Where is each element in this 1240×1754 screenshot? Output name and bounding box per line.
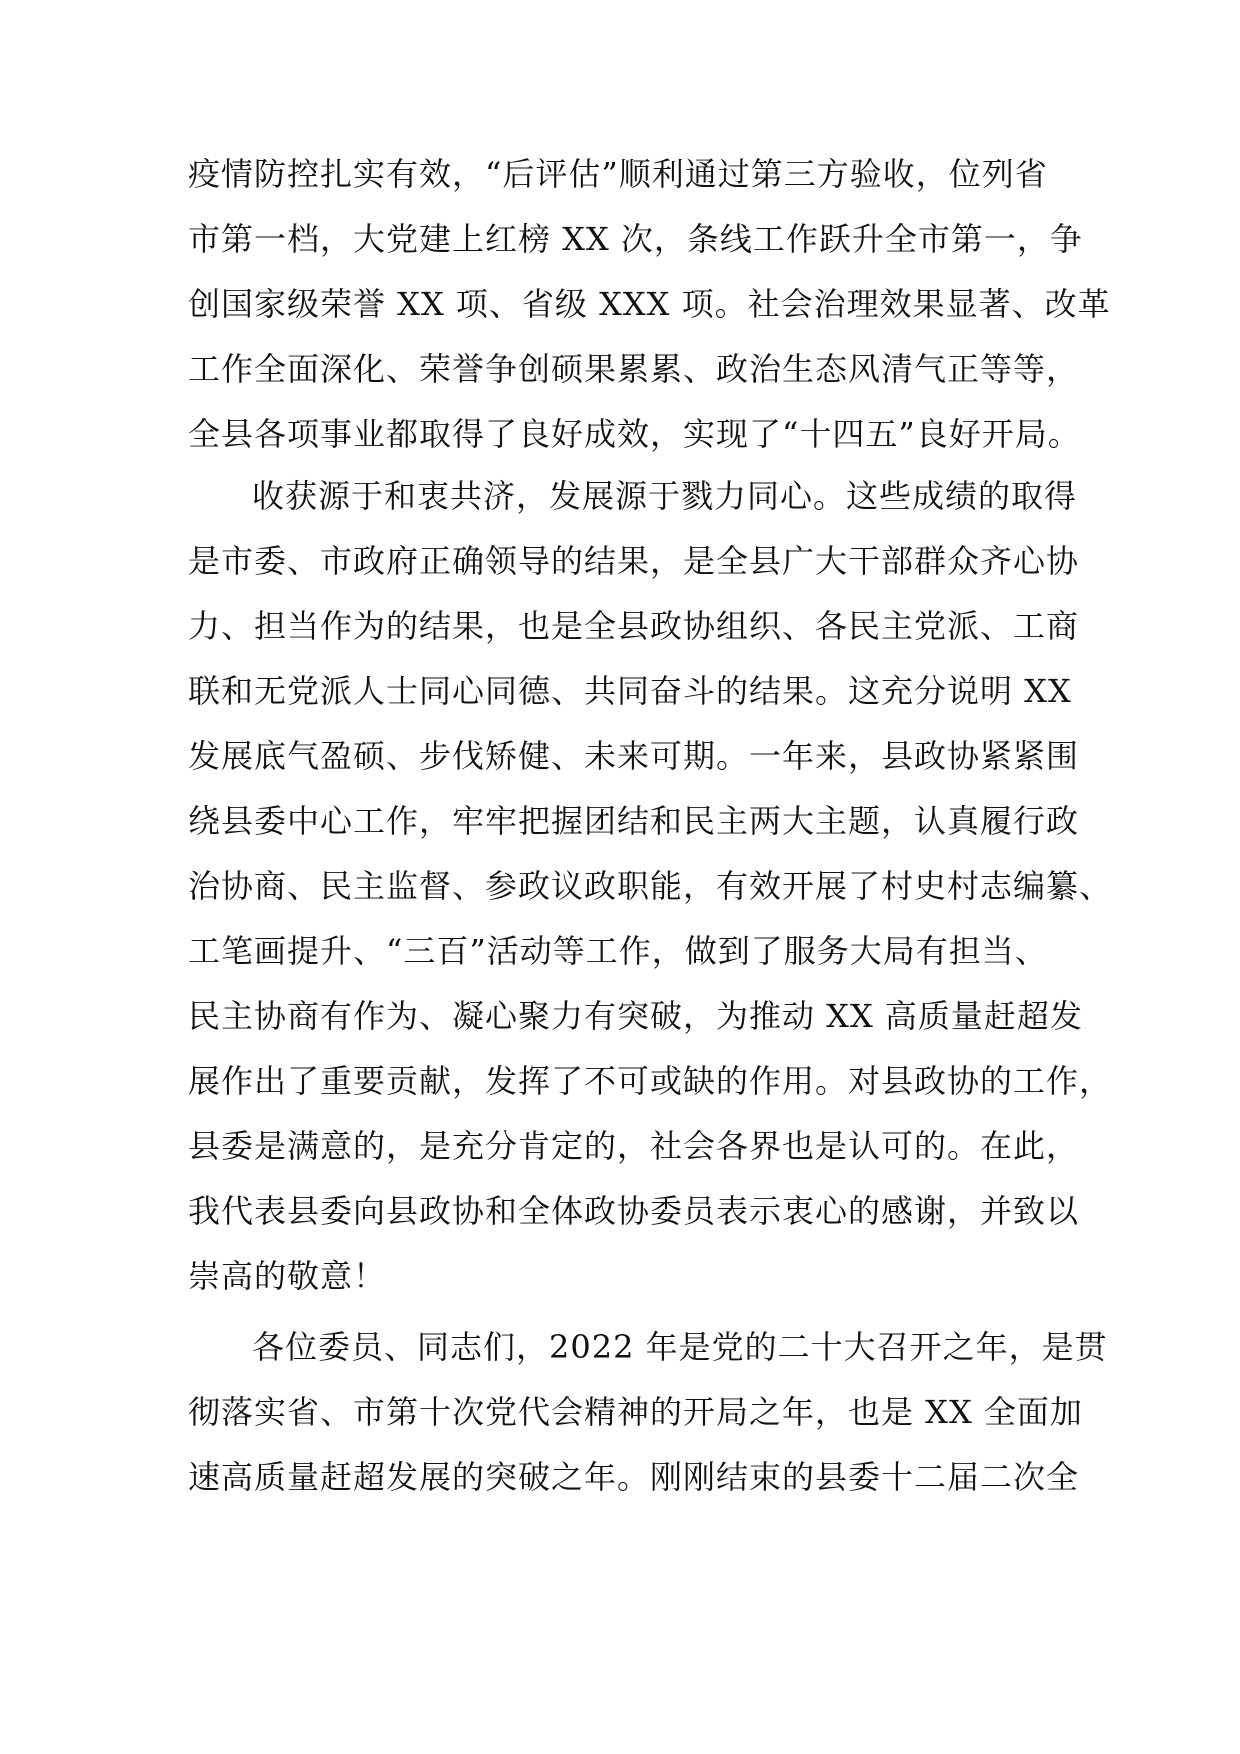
paragraph-1-line: 疫情防控扎实有效，“后评估”顺利通过第三方验收，位列省 <box>188 155 1048 193</box>
paragraph-2-line: 县委是满意的，是充分肯定的，社会各界也是认可的。在此， <box>188 1127 1080 1165</box>
paragraph-1-line: 全县各项事业都取得了良好成效，实现了“十四五”良好开局。 <box>188 415 1081 453</box>
paragraph-3-line: 各位委员、同志们，2022 年是党的二十大召开之年，是贯 <box>252 1328 1108 1366</box>
paragraph-2-line: 发展底气盈硕、步伐矫健、未来可期。一年来，县政协紧紧围 <box>188 737 1080 775</box>
paragraph-2-line: 崇高的敬意！ <box>188 1257 387 1295</box>
paragraph-2-line: 绕县委中心工作，牢牢把握团结和民主两大主题，认真履行政 <box>188 802 1080 840</box>
paragraph-2-line: 民主协商有作为、凝心聚力有突破，为推动 XX 高质量赶超发 <box>188 997 1083 1035</box>
paragraph-1-line: 市第一档，大党建上红榜 XX 次，条线工作跃升全市第一，争 <box>188 220 1083 258</box>
paragraph-2 <box>188 464 1113 1309</box>
paragraph-1-line: 工作全面深化、荣誉争创硕果累累、政治生态风清气正等等， <box>188 350 1080 388</box>
paragraph-2-line: 展作出了重要贡献，发挥了不可或缺的作用。对县政协的工作， <box>188 1062 1113 1100</box>
paragraph-2-line: 力、担当作为的结果，也是全县政协组织、各民主党派、工商 <box>188 607 1080 645</box>
paragraph-3 <box>188 1315 1108 1510</box>
paragraph-2-line: 我代表县委向县政协和全体政协委员表示衷心的感谢，并致以 <box>188 1192 1080 1230</box>
paragraph-2-line: 收获源于和衷共济，发展源于戮力同心。这些成绩的取得 <box>252 477 1078 515</box>
paragraph-2-line: 是市委、市政府正确领导的结果，是全县广大干部群众齐心协 <box>188 542 1080 580</box>
paragraph-3-line: 彻落实省、市第十次党代会精神的开局之年，也是 XX 全面加 <box>188 1393 1083 1431</box>
paragraph-3-line: 速高质量赶超发展的突破之年。刚刚结束的县委十二届二次全 <box>188 1458 1080 1496</box>
paragraph-1-line: 创国家级荣誉 XX 项、省级 XXX 项。社会治理效果显著、改革 <box>188 285 1111 323</box>
paragraph-2-line: 治协商、民主监督、参政议政职能，有效开展了村史村志编纂、 <box>188 867 1113 905</box>
paragraph-1 <box>188 142 1111 467</box>
paragraph-2-line: 工笔画提升、“三百”活动等工作，做到了服务大局有担当、 <box>188 932 1048 970</box>
paragraph-2-line: 联和无党派人士同心同德、共同奋斗的结果。这充分说明 XX <box>188 672 1072 710</box>
